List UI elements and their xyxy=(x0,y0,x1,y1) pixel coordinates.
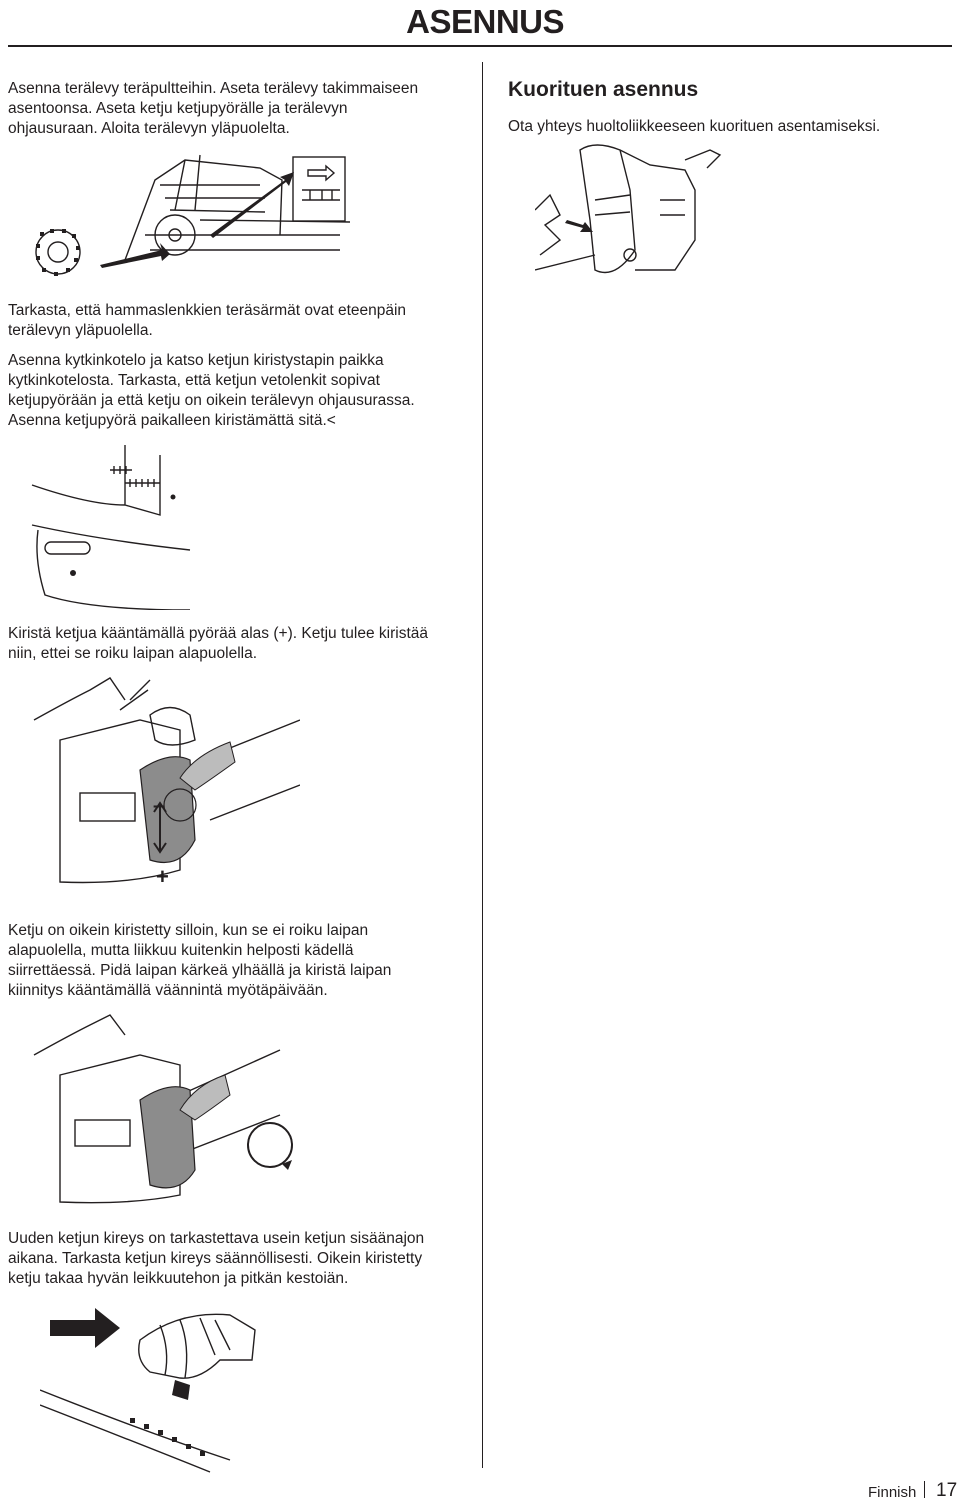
text-line: Kiristä ketjua kääntämällä pyörää alas (+). Ketju tulee kiristää xyxy=(8,625,428,642)
text-line: ketjupyörään ja että ketju on oikein terälevyn ohjausurassa. xyxy=(8,392,415,409)
text-line: Tarkasta, että hammaslenkkien teräsärmät ovat eteenpäin xyxy=(8,302,407,319)
text-line: Asenna kytkinkotelo ja katso ketjun kiristystapin paikka xyxy=(8,352,384,369)
section-heading: Kuorituen asennus xyxy=(508,78,699,101)
text-line: asentoonsa. Aseta ketju ketjupyörälle ja terälevyn xyxy=(8,100,348,117)
text-line: kytkinkotelosta. Tarkasta, että ketjun vetolenkit sopivat xyxy=(8,372,380,389)
text-line: kiinnitys kääntämällä väännintä myötäpäivään. xyxy=(8,982,328,999)
paragraph-check-cutters xyxy=(8,301,406,341)
figure-tension-wheel xyxy=(30,670,300,890)
text-line: ketju takaa hyvän leikkuutehon ja pitkän kestoiän. xyxy=(8,1270,349,1287)
text-line: Asenna terälevy teräpultteihin. Aseta terälevy takimmaiseen xyxy=(8,80,419,97)
figure-bar-bolts xyxy=(30,445,200,610)
text-line: Ketju on oikein kiristetty silloin, kun se ei roiku laipan xyxy=(8,922,369,939)
page-title: ASENNUS xyxy=(406,3,564,40)
paragraph-tighten-chain xyxy=(8,624,428,664)
figure-tighten-clockwise xyxy=(30,1010,300,1205)
header-divider xyxy=(8,45,952,47)
text-line: Uuden ketjun kireys on tarkastettava usein ketjun sisäänajon xyxy=(8,1230,425,1247)
footer-divider xyxy=(924,1481,925,1498)
figure-glove-check xyxy=(40,1300,280,1475)
page-number: 17 xyxy=(936,1480,958,1501)
paragraph-correct-tension xyxy=(8,921,391,1001)
paragraph-new-chain xyxy=(8,1229,424,1289)
footer-language: Finnish xyxy=(868,1484,917,1501)
text-line: Asenna ketjupyörä paikalleen kiristämättä sitä.< xyxy=(8,412,336,429)
text-line: niin, ettei se roiku laipan alapuolella. xyxy=(8,645,258,662)
column-divider xyxy=(482,62,483,1468)
figure-bark-support xyxy=(535,140,735,290)
minus-label: – xyxy=(153,795,165,817)
text-line: aikana. Tarkasta ketjun kireys säännöllisesti. Oikein kiristetty xyxy=(8,1250,423,1267)
text-line: alapuolella, mutta liikkuu kuitenkin helposti kädellä xyxy=(8,942,354,959)
paragraph-bark-support: Ota yhteys huoltoliikkeeseen kuorituen asentamiseksi. xyxy=(508,118,881,135)
figure-chain-install xyxy=(30,140,360,290)
text-line: ohjausuraan. Aloita terälevyn yläpuolelta. xyxy=(8,120,290,137)
text-line: terälevyn yläpuolella. xyxy=(8,322,153,339)
plus-label: + xyxy=(156,864,169,889)
text-line: siirrettäessä. Pidä laipan kärkeä ylhäällä ja kiristä laipan xyxy=(8,962,392,979)
paragraph-clutch-cover xyxy=(8,351,415,431)
paragraph-install-bar xyxy=(8,79,418,139)
